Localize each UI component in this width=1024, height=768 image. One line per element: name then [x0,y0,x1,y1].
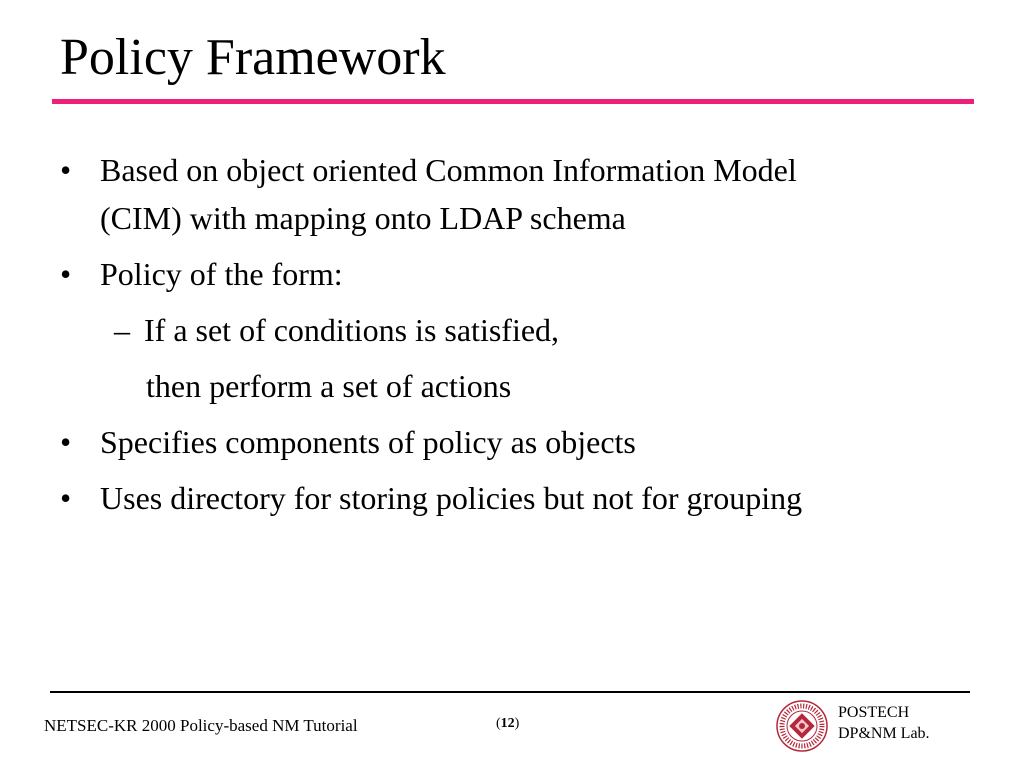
bullet-text: Specifies components of policy as objects [100,424,636,460]
sub-bullet-text: If a set of conditions is satisfied, [144,312,560,348]
org-label [838,702,930,744]
footer-rule [50,691,970,693]
slide-title: Policy Framework [60,29,446,86]
lab-name: DP&NM Lab. [838,725,930,742]
org-name: POSTECH [838,704,910,721]
bullet-item [60,250,1000,298]
bullet-text: Based on object oriented Common Information Model [100,152,797,188]
bullet-dot: • [60,256,72,292]
slide-content [60,146,1000,530]
bullet-item [60,146,1000,242]
bullet-item [60,418,1000,466]
bullet-item [60,474,1000,522]
title-underline [52,99,974,104]
sub-bullet-dash: – [114,312,130,348]
bullet-dot: • [60,424,72,460]
bullet-text: Uses directory for storing policies but not for grouping [100,480,803,516]
university-seal-logo [776,700,828,752]
sub-bullet-item [60,306,1000,354]
sub-bullet-continuation: then perform a set of actions [146,368,512,404]
bullet-text-continued: (CIM) with mapping onto LDAP schema [100,200,626,236]
page-number: (12) [496,716,520,731]
page-number-value: 12 [500,716,515,731]
bullet-dot: • [60,480,72,516]
footer-course-title: NETSEC-KR 2000 Policy-based NM Tutorial [44,716,358,735]
bullet-text: Policy of the form: [100,256,343,292]
bullet-dot: • [60,152,72,188]
